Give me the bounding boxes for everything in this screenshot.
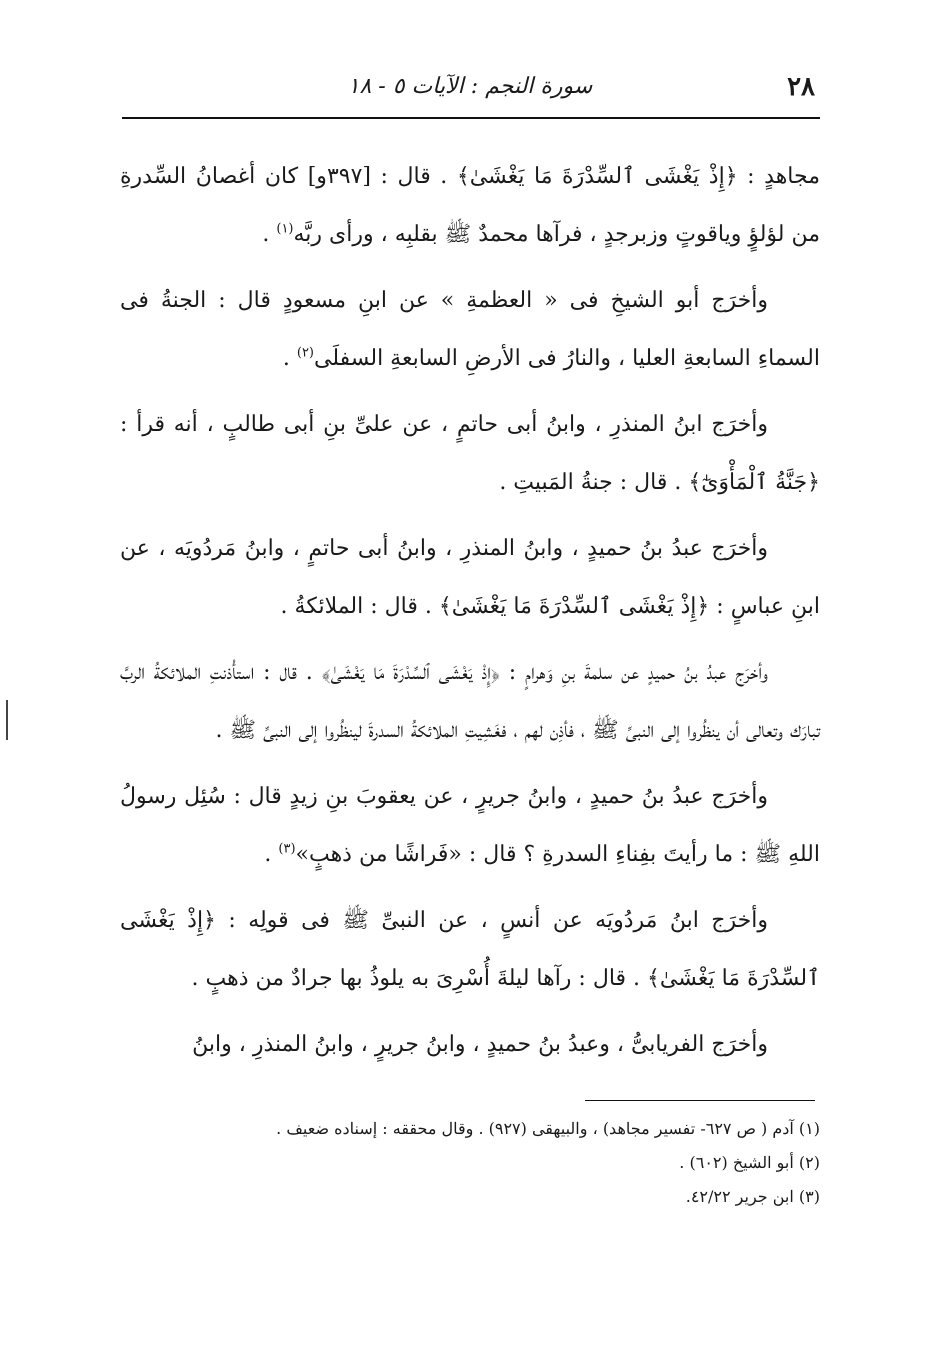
footnotes	[120, 1112, 820, 1214]
running-title: سورة النجم : الآيات ٥ - ١٨	[347, 74, 593, 99]
margin-mark	[6, 700, 8, 740]
page-number: ٢٨	[787, 72, 815, 102]
footnote-ref-2: (٢)	[296, 345, 314, 361]
paragraph-5: وأخرَج عبدُ بنُ حميدٍ عن سلمةَ بنِ وَهرامٍ : ﴿إِذْ يَغْشَى ٱلسِّدْرَةَ مَا يَغْشَىٰ﴾ . قال : استأْذنتِ الملائكةُ الربَّ تبارَك وتعالى أن ينظُروا إلى النبىِّ ﷺ ، فأذِن لهم ، فغَشِيتِ الملائكةُ السدرةَ لينظُروا إلى النبىِّ ﷺ .	[120, 660, 820, 743]
footnote-1: (١) آدم ( ص ٦٢٧- تفسير مجاهد) ، والبيهقى (٩٢٧) . وقال محققه : إسناده ضعيف .	[276, 1119, 820, 1138]
paragraph-6: وأخرَج عبدُ بنُ حميدٍ ، وابنُ جريرٍ ، عن يعقوبَ بنِ زيدٍ قال : سُئِل رسولُ اللهِ ﷺ : ما رأيتَ بفِناءِ السدرةِ ؟ قال : «فَراشًا من ذهبٍ»$^{(٣)}$ .	[120, 784, 820, 867]
main-text	[120, 148, 820, 1082]
footnote-ref-3: (٣)	[278, 841, 296, 857]
footnote-2: (٢) أبو الشيخ (٦٠٢) .	[679, 1153, 820, 1172]
paragraph-1: مجاهدٍ : ﴿إِذْ يَغْشَى ٱلسِّدْرَةَ مَا يَغْشَىٰ﴾ . قال : [٣٩٧و] كان أغصانُ السِّدرةِ من لؤلؤٍ وياقوتٍ وزبرجدٍ ، فرآها محمدٌ ﷺ بقلبِه ، ورأى ربَّه$^{(١)}$ .	[120, 164, 820, 247]
page-header	[120, 70, 820, 110]
paragraph-2: وأخرَج أبو الشيخِ فى « العظمةِ » عن ابنِ مسعودٍ قال : الجنةُ فى السماءِ السابعةِ العليا ، والنارُ فى الأرضِ السابعةِ السفلَى$^{(٢)}$ .	[120, 288, 820, 371]
footnote-ref-1: (١)	[276, 221, 294, 237]
paragraph-8: وأخرَج الفريابىُّ ، وعبدُ بنُ حميدٍ ، وابنُ جريرٍ ، وابنُ المنذرِ ، وابنُ	[192, 1032, 768, 1057]
paragraph-7: وأخرَج ابنُ مَردُويَه عن أنسٍ ، عن النبىِّ ﷺ فى قولِه : ﴿إِذْ يَغْشَى ٱلسِّدْرَةَ مَا يَغْشَىٰ﴾ . قال : رآها ليلةَ أُسْرِىَ به يلوذُ بها جرادٌ من ذهبٍ .	[120, 908, 820, 991]
header-rule	[122, 117, 820, 119]
footnote-3: (٣) ابن جرير ٤٢/٢٢.	[685, 1187, 820, 1206]
footnote-rule	[585, 1100, 815, 1101]
paragraph-4: وأخرَج عبدُ بنُ حميدٍ ، وابنُ المنذرِ ، وابنُ أبى حاتمٍ ، وابنُ مَردُويَه ، عن ابنِ عباسٍ : ﴿إِذْ يَغْشَى ٱلسِّدْرَةَ مَا يَغْشَىٰ﴾ . قال : الملائكةُ .	[120, 536, 820, 619]
paragraph-3: وأخرَج ابنُ المنذرِ ، وابنُ أبى حاتمٍ ، عن علىِّ بنِ أبى طالبٍ ، أنه قرأ : ﴿جَنَّةُ ٱلْمَأْوَىٰٓ﴾ . قال : جنةُ المَبيتِ .	[120, 412, 820, 495]
